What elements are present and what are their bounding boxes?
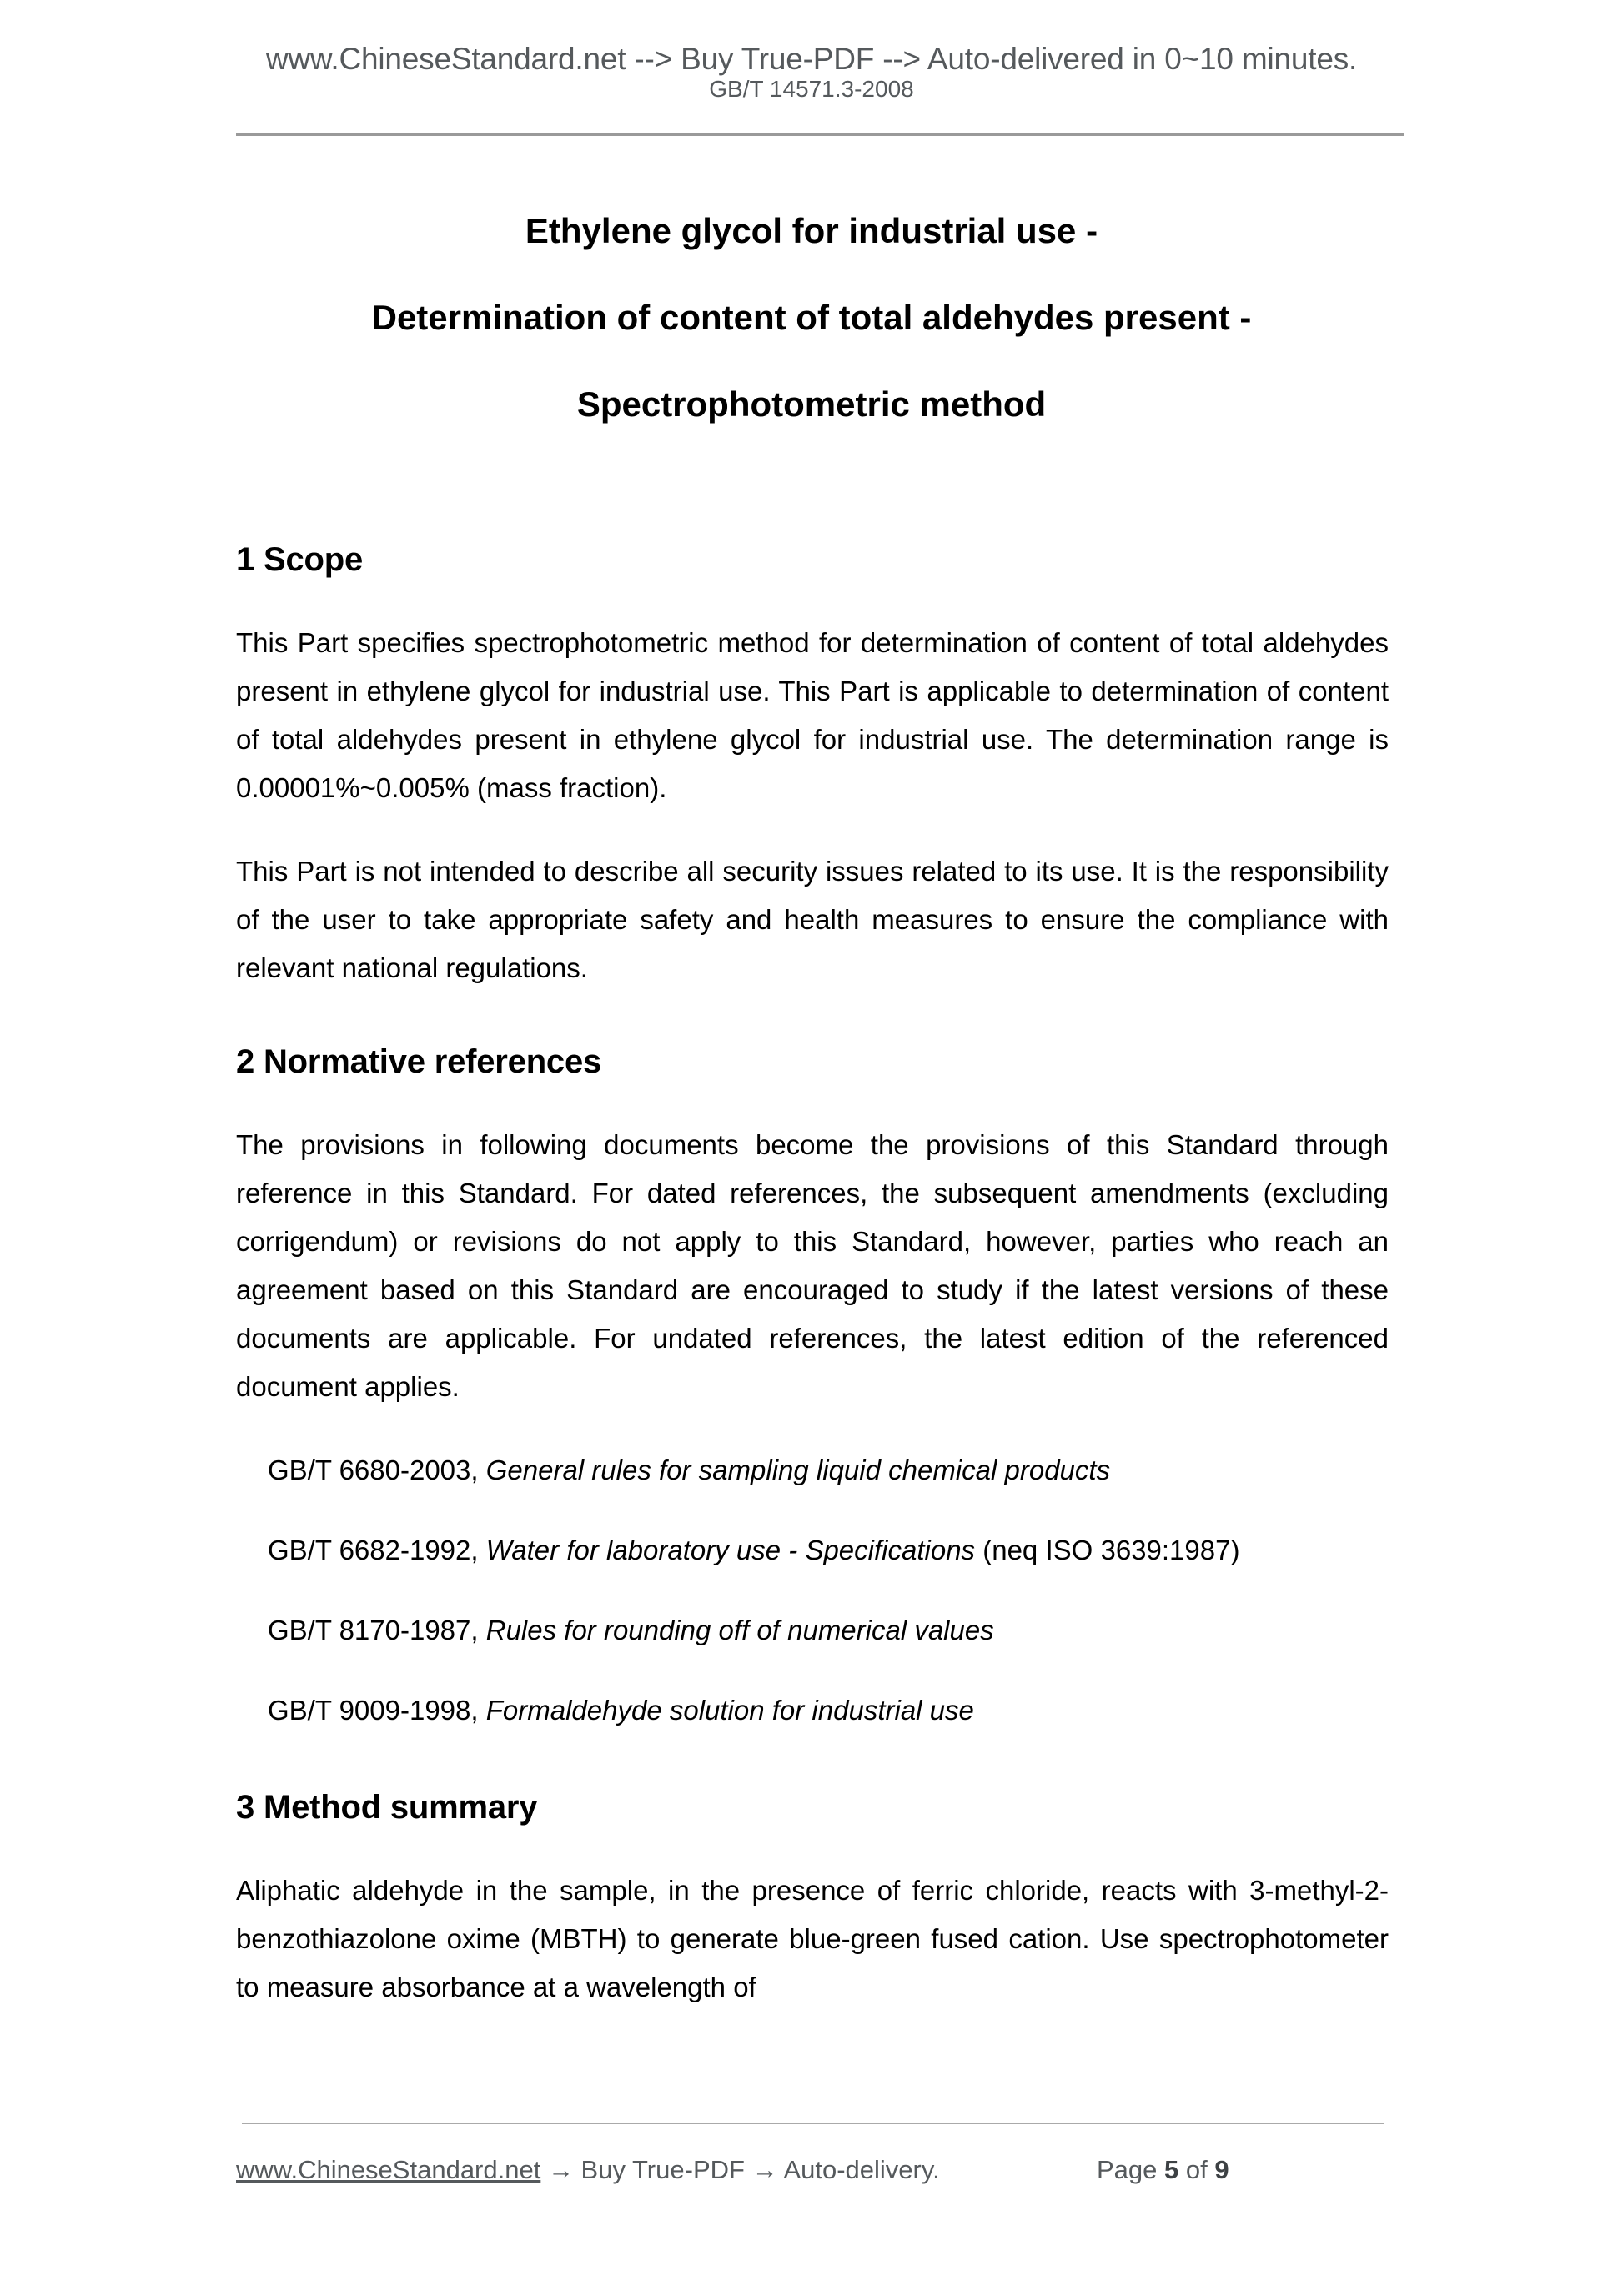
document-title bbox=[236, 188, 1387, 448]
reference-code: GB/T 6680-2003, bbox=[268, 1454, 486, 1485]
footer-tagline bbox=[236, 2150, 940, 2190]
reference-suffix: (neq ISO 3639:1987) bbox=[975, 1535, 1240, 1565]
header-standard-code: GB/T 14571.3-2008 bbox=[709, 76, 914, 102]
footer-divider bbox=[242, 2123, 1384, 2124]
title-line-3: Spectrophotometric method bbox=[576, 384, 1047, 424]
reference-code: GB/T 6682-1992, bbox=[268, 1535, 486, 1565]
list-item bbox=[236, 1686, 1389, 1735]
normative-reference-list bbox=[236, 1446, 1389, 1735]
reference-code: GB/T 9009-1998, bbox=[268, 1695, 486, 1726]
footer-tagline-text: → Buy True-PDF → Auto-delivery. bbox=[540, 2155, 940, 2184]
method-paragraph-1: Aliphatic aldehyde in the sample, in the presence of ferric chloride, reacts with 3-methyl-2-benzothiazolone oxime (MBTH) to generate blue-green fused cation. Use spectrophotometer to measure absorbance at a wavelength of bbox=[236, 1875, 1389, 2002]
page-header bbox=[0, 40, 1623, 103]
page-total: 9 bbox=[1214, 2155, 1229, 2184]
header-divider bbox=[236, 133, 1404, 136]
reference-title: Rules for rounding off of numerical values bbox=[485, 1615, 994, 1645]
section-heading-scope: 1 Scope bbox=[236, 541, 363, 578]
normative-paragraph-1: The provisions in following documents become the provisions of this Standard through reference in this Standard. For dated references, the subsequent amendments (excluding corrigendum) or revisions do not apply to this Standard, however, parties who reach an agreement based on this Standard are encouraged to study if the latest versions of these documents are applicable. For undated references, the latest edition of the referenced document applies. bbox=[236, 1129, 1389, 1402]
section-heading-normative-references: 2 Normative references bbox=[236, 1043, 602, 1080]
page-number-indicator bbox=[1097, 2150, 1229, 2190]
reference-title: Formaldehyde solution for industrial use bbox=[485, 1695, 974, 1726]
title-line-2: Determination of content of total aldehydes present - bbox=[371, 298, 1252, 337]
page-label: Page bbox=[1097, 2155, 1158, 2184]
reference-title: General rules for sampling liquid chemical products bbox=[485, 1454, 1111, 1485]
reference-code: GB/T 8170-1987, bbox=[268, 1615, 486, 1645]
scope-paragraph-1: This Part specifies spectrophotometric method for determination of content of total aldehydes present in ethylene glycol for industrial use. This Part is applicable to determination of content of total aldehydes present in ethylene glycol for industrial use. The determination range is 0.00001%~0.005% (mass fraction). bbox=[236, 627, 1389, 803]
list-item bbox=[236, 1606, 1389, 1655]
document-body bbox=[236, 539, 1389, 2012]
list-item bbox=[236, 1446, 1389, 1495]
section-heading-method-summary: 3 Method summary bbox=[236, 1789, 538, 1826]
page-of-label: of bbox=[1185, 2155, 1208, 2184]
header-promo-line: www.ChineseStandard.net --> Buy True-PDF --> Auto-delivered in 0~10 minutes. bbox=[265, 42, 1358, 76]
scope-paragraph-2: This Part is not intended to describe all security issues related to its use. It is the responsibility of the user to take appropriate safety and health measures to ensure the compliance with relevant national regulations. bbox=[236, 856, 1389, 983]
list-item bbox=[236, 1526, 1389, 1575]
reference-title: Water for laboratory use - Specifications bbox=[485, 1535, 976, 1565]
footer-url-link[interactable]: www.ChineseStandard.net bbox=[236, 2155, 541, 2184]
page-footer bbox=[236, 2150, 1389, 2200]
title-line-1: Ethylene glycol for industrial use - bbox=[525, 211, 1098, 250]
page-current: 5 bbox=[1164, 2155, 1179, 2184]
